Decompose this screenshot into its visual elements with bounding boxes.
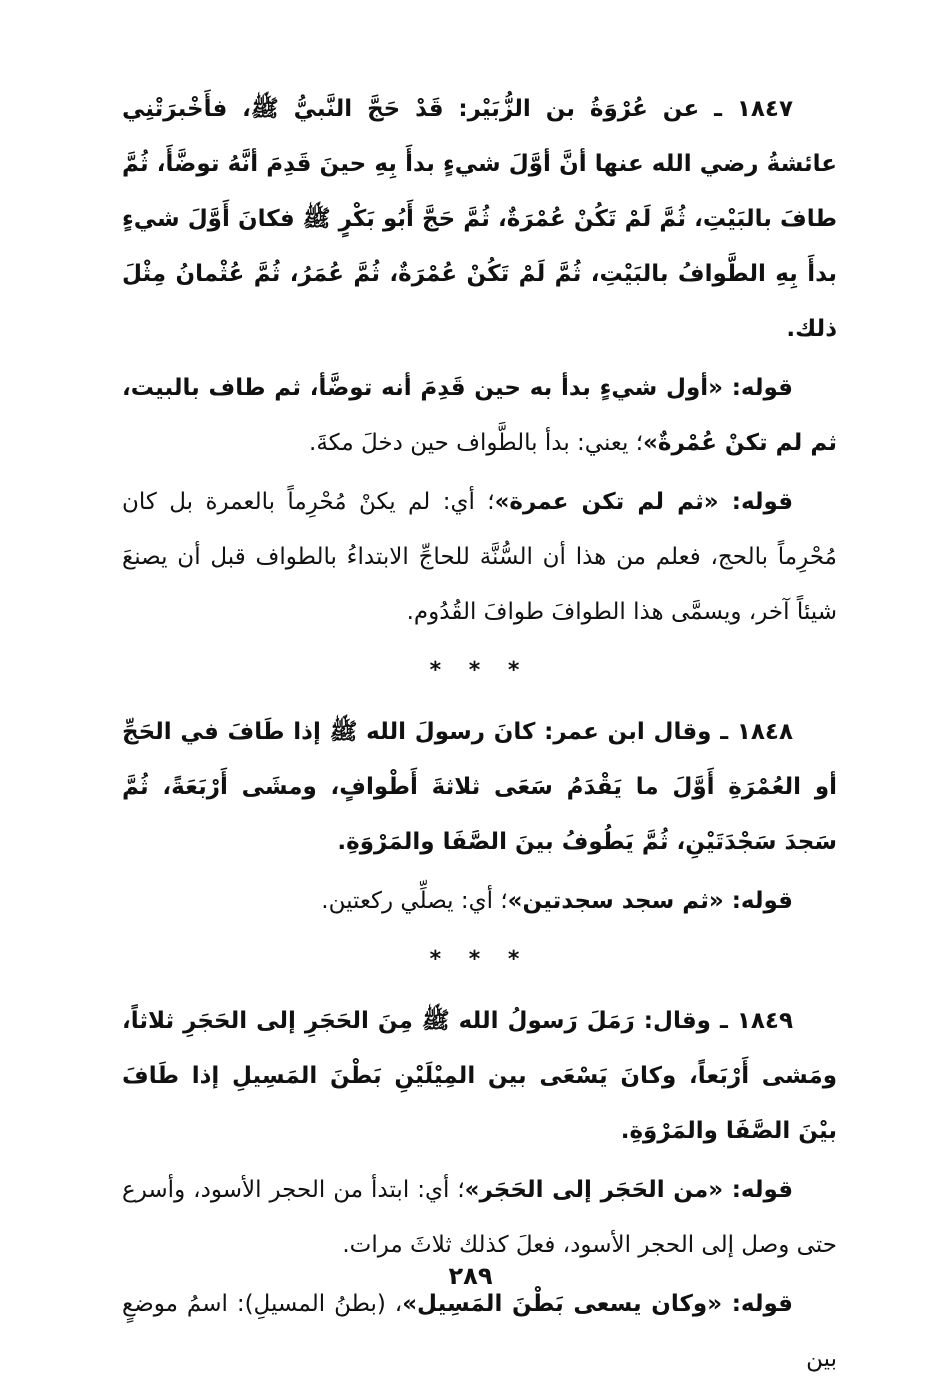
commentary-lead: قوله: «ثم لم تكن عمرة» [494,489,794,515]
commentary-1847-a [122,361,837,471]
commentary-body: ؛ أي: لم يكنْ مُحْرِماً بالعمرة بل كان مُحْرِماً بالحج، فعلم من هذا أن السُّنَّة للحاجِّ الابتداءُ بالطواف قبل أن يصنعَ شيئاً آخر، ويسمَّى هذا الطوافَ طوافَ القُدُوم. [122,489,837,625]
hadith-1849: ١٨٤٩ ـ وقال: رَمَلَ رَسولُ الله ﷺ مِنَ الحَجَرِ إلى الحَجَرِ ثلاثاً، ومَشى أَرْبَعاً، وكانَ يَسْعَى بين المِيْلَيْنِ بَطْنَ المَسِيلِ إذا طَافَ بيْنَ الصَّفَا والمَرْوَةِ. [122,1008,837,1144]
commentary-1849-b [122,1277,837,1387]
commentary-lead: قوله: «أول شيءٍ بدأ به حين قَدِمَ أنه توضَّأ، ثم طاف بالبيت، ثم لم تكنْ عُمْرةٌ» [122,375,837,456]
commentary-1847-b [122,475,837,640]
commentary-1848 [122,874,837,929]
hadith-1848: ١٨٤٨ ـ وقال ابن عمر: كانَ رسولَ الله ﷺ إذا طَافَ في الحَجِّ أو العُمْرَةِ أَوَّلَ ما يَقْدَمُ سَعَى ثلاثةَ أَطْوافٍ، ومشَى أَرْبَعَةً، ثُمَّ سَجدَ سَجْدَتَيْنِ، ثُمَّ يَطُوفُ بينَ الصَّفَا والمَرْوَةِ. [122,719,837,855]
commentary-body: ؛ أي: يصلِّي ركعتين. [321,888,508,914]
commentary-lead: قوله: «ثم سجد سجدتين» [507,888,793,914]
hadith-1847: ١٨٤٧ ـ عن عُرْوَةُ بن الزُّبَيْر: قَدْ حَجَّ النَّبيُّ ﷺ، فأَخْبرَتْنِي عائشةُ رضي الله عنها أنَّ أوَّلَ شيءٍ بدأَ بِهِ حينَ قَدِمَ أنَّهُ توضَّأَ، ثُمَّ طافَ بالبَيْتِ، ثُمَّ لَمْ تَكُنْ عُمْرَةٌ، ثُمَّ حَجَّ أَبُو بَكْرٍ ﷺ فكانَ أَوَّلَ شيءٍ بدأَ بِهِ الطَّوافُ بالبَيْتِ، ثُمَّ لَمْ تَكُنْ عُمْرَةٌ، ثُمَّ عُمَرُ، ثُمَّ عُثْمانُ مِثْلَ ذلك. [122,96,837,342]
commentary-1849-a [122,1163,837,1273]
commentary-body: ؛ أي: ابتدأ من الحجر الأسود، وأسرع حتى وصل إلى الحجر الأسود، فعلَ كذلك ثلاثَ مرات. [122,1177,837,1258]
page-number: ٢٨٩ [448,1262,493,1290]
commentary-lead: قوله: «وكان يسعى بَطْنَ المَسِيل» [402,1291,793,1317]
commentary-body: ؛ يعني: بدأ بالطَّواف حين دخلَ مكةَ. [309,430,644,456]
section-separator: * * * [429,947,530,972]
commentary-lead: قوله: «من الحَجَر إلى الحَجَر» [464,1177,793,1203]
commentary-body: ، (بطنُ المسيلِ): اسمُ موضعٍ بين [122,1291,837,1372]
section-separator: * * * [429,658,530,683]
